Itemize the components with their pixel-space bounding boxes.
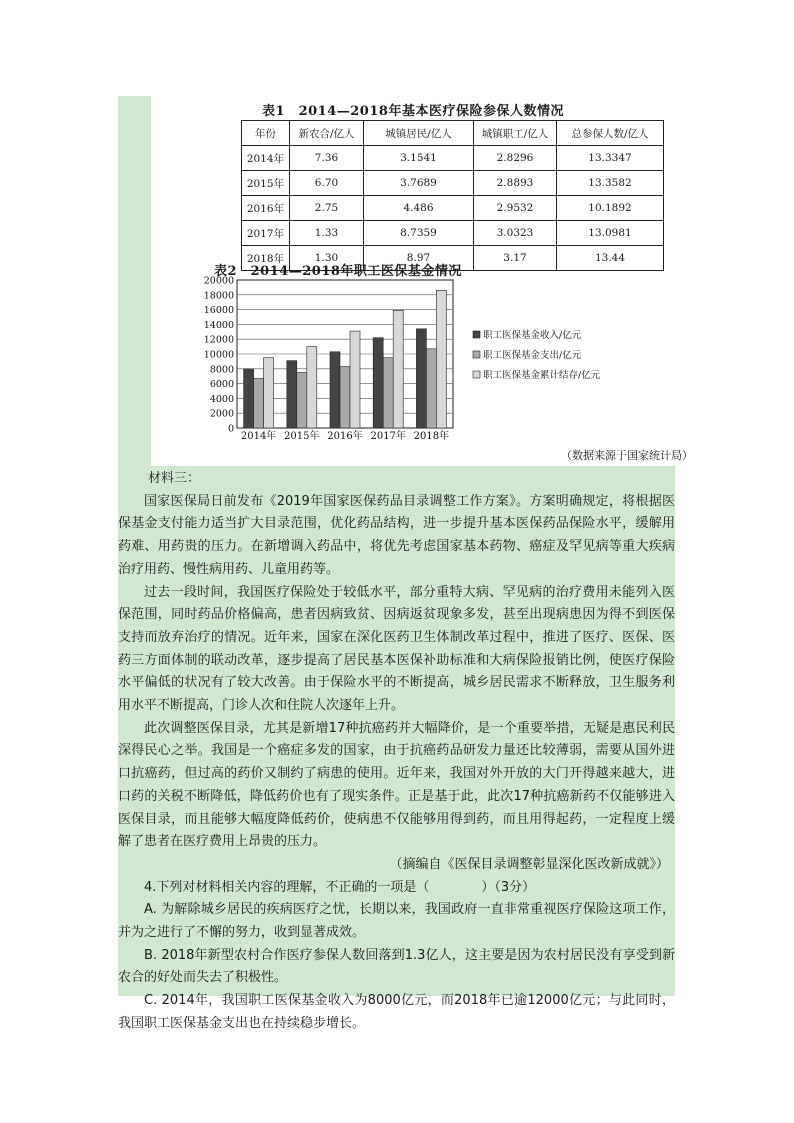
table-cell: 6.70 <box>290 171 364 196</box>
y-tick-label: 6000 <box>209 379 234 391</box>
paragraph: 国家医保局日前发布《2019年国家医保药品目录调整工作方案》。方案明确规定，将根据医保基金支付能力适当扩大目录范围，优化药品结构，进一步提升基本医保药品保险水平，缓解用药难、用药贵的压力。在新增调入药品中，将优先考虑国家基本药物、癌症及罕见病等重大疾病治疗用药、慢性病用药、儿童用药等。 <box>118 493 675 577</box>
table-cell: 13.0981 <box>557 221 664 246</box>
bar <box>383 358 393 428</box>
y-tick-label: 0 <box>227 423 234 435</box>
table-row <box>242 171 664 196</box>
table-cell: 2016年 <box>242 196 290 221</box>
table-cell: 13.3582 <box>557 171 664 196</box>
table-cell: 10.1892 <box>557 196 664 221</box>
table-cell: 3.17 <box>474 246 557 271</box>
material3-title: 材料三： <box>148 471 201 486</box>
bar <box>297 373 307 429</box>
table-cell: 3.0323 <box>474 221 557 246</box>
table2-caption: 表2 2014—2018年职工医保基金情况 <box>214 264 462 279</box>
table1-caption: 表1 2014—2018年基本医疗保险参保人数情况 <box>262 104 564 119</box>
table-cell: 2018年 <box>242 246 290 271</box>
x-tick-label: 2016年 <box>327 431 363 442</box>
option-c: C. 2014年，我国职工医保基金收入为8000亿元，而2018年已逾12000亿元；与此同时，我国职工医保基金支出也在持续稳步增长。 <box>118 993 675 1031</box>
x-tick-label: 2014年 <box>240 431 277 442</box>
x-tick-label: 2015年 <box>284 431 320 442</box>
table-cell: 1.33 <box>290 221 364 246</box>
legend-label: 职工医保基金支出/亿元 <box>483 350 582 361</box>
y-tick-label: 20000 <box>203 276 234 287</box>
bar <box>340 367 350 428</box>
bar <box>393 310 403 428</box>
material3-section <box>118 468 675 1036</box>
bar <box>244 369 254 428</box>
fund-bar-chart <box>151 276 675 446</box>
legend-label: 职工医保基金收入/亿元 <box>483 330 582 341</box>
table-cell: 2.8893 <box>474 171 557 196</box>
table-cell: 7.36 <box>290 146 364 171</box>
x-tick-label: 2018年 <box>413 431 450 442</box>
bar <box>416 329 426 428</box>
bar <box>307 347 317 428</box>
table-cell: 13.44 <box>557 246 664 271</box>
table-cell: 2.75 <box>290 196 364 221</box>
table-cell: 3.1541 <box>364 146 474 171</box>
citation: （摘编自《医保目录调整彰显深化医改新成就》） <box>389 856 669 872</box>
question-stem: 4.下列对材料相关内容的理解，不正确的一项是（ ）（3分） <box>144 879 536 895</box>
bar <box>426 349 436 428</box>
y-tick-label: 12000 <box>203 334 234 346</box>
table-cell: 2014年 <box>242 146 290 171</box>
table-cell: 2017年 <box>242 221 290 246</box>
table1 <box>241 120 664 271</box>
table-cell: 2015年 <box>242 171 290 196</box>
table-header-cell: 城镇职工/亿人 <box>474 121 557 146</box>
table-cell: 2.8296 <box>474 146 557 171</box>
legend-swatch <box>473 331 480 338</box>
bar <box>254 378 264 428</box>
y-tick-label: 2000 <box>209 408 234 420</box>
figure-panel <box>151 96 693 466</box>
source-note: （数据来源于国家统计局） <box>561 449 693 462</box>
table-cell: 4.486 <box>364 196 474 221</box>
legend-swatch <box>473 351 480 358</box>
paragraph: 过去一段时间，我国医疗保险处于较低水平，部分重特大病、罕见病的治疗费用未能列入医保范围，同时药品价格偏高，患者因病致贫、因病返贫现象多发，甚至出现病患因为得不到医保支持而放弃治疗的情况。近年来，国家在深化医药卫生体制改革过程中，推进了医疗、医保、医药三方面体制的联动改革，逐步提高了居民基本医保补助标准和大病保险报销比例，使医疗保险水平偏低的状况有了较大改善。由于保险水平的不断提高，城乡居民需求不断释放，卫生服务利用水平不断提高，门诊人次和住院人次逐年上升。 <box>118 584 675 714</box>
table-cell: 13.3347 <box>557 146 664 171</box>
paragraph: 此次调整医保目录，尤其是新增17种抗癌药并大幅降价，是一个重要举措，无疑是惠民利民深得民心之举。我国是一个癌症多发的国家，由于抗癌药品研发力量还比较薄弱，需要从国外进口抗癌药，但过高的药价又制约了病患的使用。近年来，我国对外开放的大门开得越来越大，进口药的关税不断降低，降低药价也有了现实条件。正是基于此，此次17种抗癌新药不仅能够进入医保目录，而且能够大幅度降低药价，使病患不仅能够用得到药，而且用得起药，一定程度上缓解了患者在医疗费用上昂贵的压力。 <box>118 720 675 850</box>
table-cell: 3.7689 <box>364 171 474 196</box>
table-cell: 1.30 <box>290 246 364 271</box>
option-b: B. 2018年新型农村合作医疗参保人数回落到1.3亿人，这主要是因为农村居民没有享受到新农合的好处而失去了积极性。 <box>118 947 675 986</box>
table-header-cell: 城镇居民/亿人 <box>364 121 474 146</box>
y-tick-label: 8000 <box>209 364 234 376</box>
bar <box>436 290 446 428</box>
table-header-cell: 新农合/亿人 <box>290 121 364 146</box>
table-row <box>242 146 664 171</box>
table-cell: 2.9532 <box>474 196 557 221</box>
legend-swatch <box>473 371 480 378</box>
table-row <box>242 196 664 221</box>
y-tick-label: 16000 <box>203 305 234 317</box>
table-row <box>242 221 664 246</box>
y-tick-label: 10000 <box>203 349 234 361</box>
y-tick-label: 4000 <box>209 393 234 405</box>
table-cell: 8.97 <box>364 246 474 271</box>
bar <box>287 361 297 428</box>
table-header-cell: 总参保人数/亿人 <box>557 121 664 146</box>
bar <box>350 331 360 428</box>
bar <box>330 352 340 428</box>
x-tick-label: 2017年 <box>370 431 406 442</box>
table-cell: 8.7359 <box>364 221 474 246</box>
table-header-row <box>242 121 664 146</box>
table-header-cell: 年份 <box>242 121 290 146</box>
y-tick-label: 18000 <box>203 290 234 302</box>
option-a: A. 为解除城乡居民的疾病医疗之忧，长期以来，我国政府一直非常重视医疗保险这项工作，并为之进行了不懈的努力，收到显著成效。 <box>118 902 675 941</box>
bar <box>264 358 274 428</box>
legend-label: 职工医保基金累计结存/亿元 <box>483 370 601 381</box>
y-tick-label: 14000 <box>203 319 234 331</box>
bar <box>373 338 383 428</box>
